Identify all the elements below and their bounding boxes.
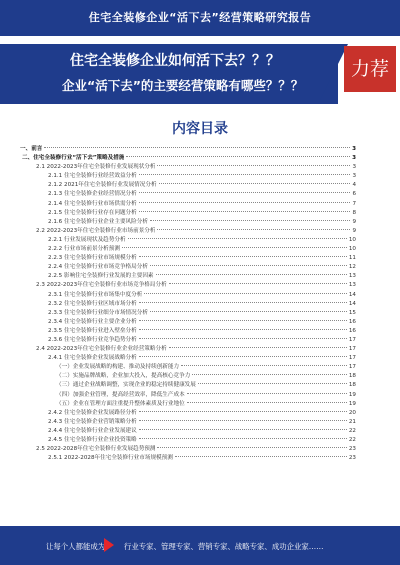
toc-leader-dots <box>156 273 347 275</box>
toc-leader-dots <box>139 328 347 330</box>
toc-entry[interactable] <box>20 181 356 190</box>
toc-entry[interactable] <box>20 309 356 318</box>
toc-leader-dots <box>139 191 351 193</box>
toc-leader-dots <box>126 155 350 157</box>
toc-page-number: 10 <box>348 236 356 243</box>
toc-entry[interactable] <box>20 200 356 209</box>
toc-entry-text: 2.1.1 住宅全装修行业经营效益分析 <box>48 173 137 180</box>
toc-leader-dots <box>139 337 347 339</box>
toc-entry[interactable] <box>20 391 356 400</box>
toc-leader-dots <box>139 301 347 303</box>
toc-entry[interactable] <box>20 354 356 363</box>
toc-page-number: 11 <box>348 255 356 262</box>
toc-entry[interactable] <box>20 263 356 272</box>
toc-leader-dots <box>128 237 347 239</box>
toc-page-number: 10 <box>348 246 356 253</box>
toc-entry[interactable] <box>20 254 356 263</box>
toc-leader-dots <box>122 246 347 248</box>
toc-entry[interactable] <box>20 372 356 381</box>
toc-entry-text: 2.2 2022-2023年住宅全装修行业市场前景分析 <box>36 227 156 234</box>
toc-entry[interactable] <box>20 145 356 154</box>
toc-entry-text: 2.3.6 住宅全装修行业竞争趋势分析 <box>48 336 137 343</box>
toc-leader-dots <box>187 401 347 403</box>
title-banner <box>0 44 400 104</box>
toc-entry[interactable] <box>20 172 356 181</box>
toc-title: 内容目录 <box>172 121 228 137</box>
toc-page-number: 14 <box>348 300 356 307</box>
toc-page-number: 19 <box>348 400 356 407</box>
toc-page-number: 17 <box>348 364 356 371</box>
toc-entry[interactable] <box>20 318 356 327</box>
toc-entry-text: 一、前言 <box>20 146 43 152</box>
toc-entry-text: 2.3.4 住宅全装修行业主要企业分析 <box>48 318 137 325</box>
toc-entry[interactable] <box>20 190 356 199</box>
toc-leader-dots <box>144 292 347 294</box>
toc-entry-text: 2.2.2 行业市场前景分析预测 <box>48 246 120 253</box>
toc-entry-text: 2.1.3 住宅全装修企业经营情况分析 <box>48 191 137 198</box>
toc-entry-text: 2.4.1 住宅全装修企业发展战略分析 <box>48 355 137 362</box>
toc-page-number: 19 <box>348 391 356 398</box>
toc-entry[interactable] <box>20 209 356 218</box>
toc-page-number: 4 <box>352 182 356 189</box>
toc-entry[interactable] <box>20 445 356 454</box>
toc-leader-dots <box>175 455 347 457</box>
toc-leader-dots <box>44 146 350 148</box>
toc-leader-dots <box>159 182 351 184</box>
toc-leader-dots <box>157 446 346 448</box>
toc-entry[interactable] <box>20 218 356 227</box>
toc-page-number: 16 <box>348 327 356 334</box>
toc-entry[interactable] <box>20 281 356 290</box>
toc-entry[interactable] <box>20 345 356 354</box>
toc-page-number: 13 <box>348 273 356 280</box>
toc-entry[interactable] <box>20 381 356 390</box>
toc-entry-text: 2.5.1 2022-2028年住宅全装修行业市场规模预测 <box>48 455 173 462</box>
toc-entry[interactable] <box>20 336 356 345</box>
toc-entry-text: 2.1.5 住宅全装修行业存在问题分析 <box>48 209 137 216</box>
toc-page-number: 8 <box>352 209 356 216</box>
toc-entry[interactable] <box>20 236 356 245</box>
toc-entry[interactable] <box>20 245 356 254</box>
toc-page-number: 12 <box>348 264 356 271</box>
toc-page-number: 9 <box>352 227 356 234</box>
toc-entry[interactable] <box>20 272 356 281</box>
toc-entry-text: （五）企业在管理方面注重提升整体素质及行业地位 <box>56 400 185 407</box>
toc-leader-dots <box>139 255 347 257</box>
toc-entry[interactable] <box>20 454 356 463</box>
toc-page-number: 22 <box>348 437 356 443</box>
toc-page-number: 15 <box>348 309 356 316</box>
toc-entry-text: 2.2.3 住宅全装修行业市场规模分析 <box>48 255 137 262</box>
toc-entry-text: 2.3 2022-2023年住宅全装修行业市场竞争格局分析 <box>36 282 167 289</box>
banner-subtitle: 企业“活下去”的主要经营策略有哪些？？？ <box>62 78 304 93</box>
toc-entry-text: 2.1.4 住宅全装修行业市场供需分析 <box>48 200 137 207</box>
toc-entry-text: （四）加强企业管理，提高经营效率，降低生产成本 <box>56 391 185 398</box>
toc-entry-text: 2.1.6 住宅全装修行业企业主要风险分析 <box>48 218 148 225</box>
toc-page-number: 17 <box>348 355 356 362</box>
footer-right-text: 行业专家、管理专家、营销专家、战略专家、成功企业家…… <box>124 542 324 551</box>
toc-entry-text: 2.4.4 住宅全装修行业企业发展建议 <box>48 427 137 434</box>
toc-page-number: 9 <box>352 218 356 225</box>
toc-page-number: 3 <box>352 164 356 171</box>
toc-entry-text: 2.4.2 住宅全装修企业发展路径分析 <box>48 409 137 416</box>
toc-leader-dots <box>139 201 351 203</box>
toc-page-number: 20 <box>348 409 356 416</box>
toc-entry[interactable] <box>20 300 356 309</box>
footer-left-text: 让每个人都能成为 <box>46 542 106 551</box>
toc-entry-text: 2.3.2 住宅全装修行业区域市场分析 <box>48 300 137 307</box>
toc-page-number: 3 <box>352 155 356 162</box>
toc-entry-text: 2.5 2022-2028年住宅全装修行业发展趋势预测 <box>36 446 156 453</box>
table-of-contents <box>20 145 356 463</box>
toc-entry-text: （一）企业发展战略的构建、推动及持续创新能力 <box>56 364 180 371</box>
toc-entry[interactable] <box>20 427 356 436</box>
toc-entry-text: 2.1 2022-2023年住宅全装修行业发展现状分析 <box>36 164 156 171</box>
toc-page-number: 14 <box>348 291 356 298</box>
toc-leader-dots <box>187 392 347 394</box>
toc-leader-dots <box>169 282 347 284</box>
toc-page-number: 17 <box>348 336 356 343</box>
toc-entry-text: （三）通过企业战略调整，实现企业的稳定持续健康发展 <box>56 382 196 389</box>
toc-entry-text: （二）实施品牌战略，企业加大投入，提高核心竞争力 <box>56 373 191 380</box>
toc-entry[interactable] <box>20 400 356 409</box>
toc-entry-text: 二、住宅全装修行业“活下去”策略及措施 <box>22 155 125 162</box>
toc-page-number: 18 <box>348 373 356 380</box>
toc-page-number: 6 <box>352 191 356 198</box>
toc-leader-dots <box>150 310 347 312</box>
toc-leader-dots <box>169 346 347 348</box>
toc-leader-dots <box>198 382 347 384</box>
toc-leader-dots <box>139 319 347 321</box>
toc-page-number: 3 <box>352 173 356 180</box>
toc-entry[interactable] <box>20 409 356 418</box>
toc-leader-dots <box>192 373 347 375</box>
report-header: 住宅全装修企业“活下去”经营策略研究报告 <box>0 0 400 36</box>
toc-entry-text: 2.3.1 住宅全装修行业市场集中度分析 <box>48 291 143 298</box>
toc-leader-dots <box>150 219 351 221</box>
toc-page-number: 16 <box>348 318 356 325</box>
toc-entry-text: 2.2.4 住宅全装修行业市场竞争格局分析 <box>48 264 148 271</box>
toc-page-number: 21 <box>348 418 356 425</box>
toc-page-number: 3 <box>352 146 356 152</box>
toc-entry[interactable] <box>20 154 356 163</box>
toc-page-number: 17 <box>348 346 356 353</box>
toc-leader-dots <box>139 355 347 357</box>
toc-entry[interactable] <box>20 363 356 372</box>
toc-leader-dots <box>150 264 347 266</box>
toc-entry-text: 2.4.5 住宅全装修行业企业投资策略 <box>48 437 137 443</box>
toc-leader-dots <box>139 410 347 412</box>
toc-page-number: 7 <box>352 200 356 207</box>
toc-entry[interactable] <box>20 418 356 427</box>
toc-leader-dots <box>181 364 347 366</box>
toc-entry[interactable] <box>20 436 356 445</box>
toc-entry[interactable] <box>20 327 356 336</box>
toc-page-number: 13 <box>348 282 356 289</box>
toc-entry-text: 2.4 2022-2023年住宅全装修行业企业经营策略分析 <box>36 346 167 353</box>
toc-leader-dots <box>139 210 351 212</box>
toc-page-number: 22 <box>348 427 356 434</box>
toc-entry-text: 2.4.3 住宅全装修企业营销策略分析 <box>48 418 137 425</box>
toc-entry-text: 2.2.1 行业发展现状及趋势分析 <box>48 236 126 243</box>
toc-entry[interactable] <box>20 291 356 300</box>
toc-entry[interactable] <box>20 163 356 172</box>
toc-page-number: 18 <box>348 382 356 389</box>
toc-leader-dots <box>157 228 350 230</box>
toc-leader-dots <box>139 419 347 421</box>
recommend-badge: 力荐 <box>344 46 396 92</box>
toc-entry-text: 2.2.5 影响住宅全装修行业发展的主要因素 <box>48 273 154 280</box>
toc-leader-dots <box>139 437 347 439</box>
toc-page-number: 23 <box>348 455 356 462</box>
banner-title: 住宅全装修企业如何活下去？？？ <box>70 53 280 69</box>
toc-leader-dots <box>157 164 350 166</box>
toc-entry[interactable] <box>20 227 356 236</box>
toc-entry-text: 2.3.5 住宅全装修行业进入壁垒分析 <box>48 327 137 334</box>
toc-entry-text: 2.1.2 2021年住宅全装修行业发展情况分析 <box>48 182 157 189</box>
toc-leader-dots <box>139 428 347 430</box>
toc-entry-text: 2.3.3 住宅全装修行业细分市场情况分析 <box>48 309 148 316</box>
toc-page-number: 23 <box>348 446 356 453</box>
arrow-icon <box>104 538 114 552</box>
toc-leader-dots <box>139 173 351 175</box>
footer-bar <box>0 526 400 565</box>
